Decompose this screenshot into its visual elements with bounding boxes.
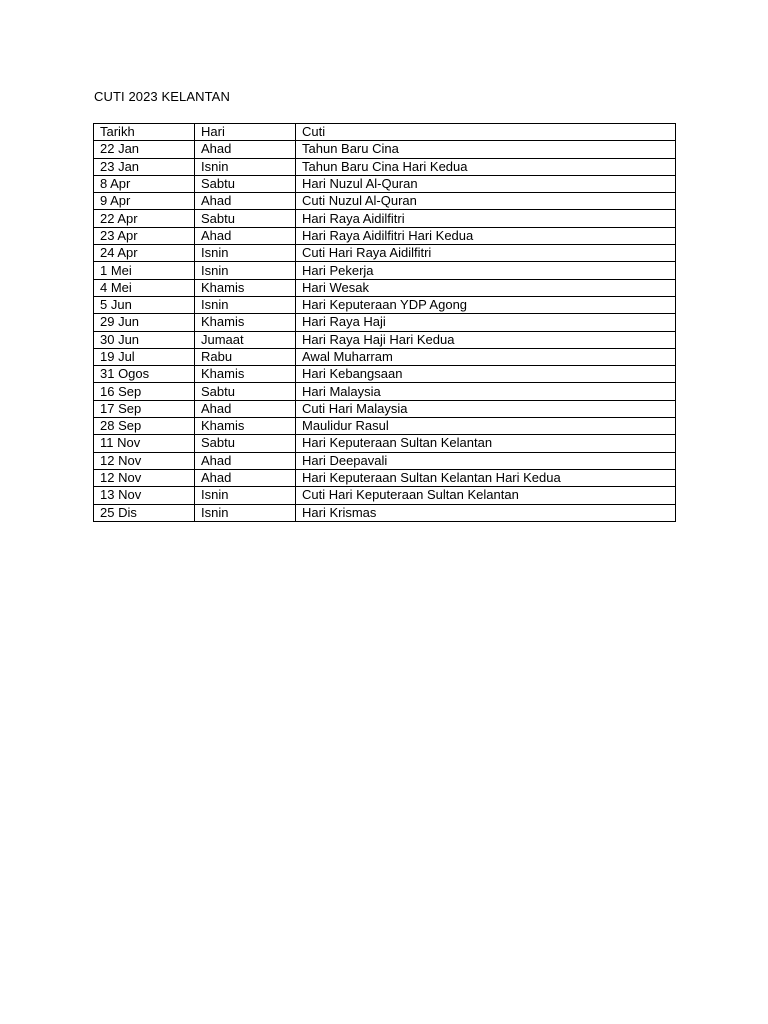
cell-holiday: Maulidur Rasul (296, 418, 676, 435)
cell-day: Ahad (195, 469, 296, 486)
cell-date: 4 Mei (94, 279, 195, 296)
cell-holiday: Cuti Hari Malaysia (296, 400, 676, 417)
cell-holiday: Cuti Hari Keputeraan Sultan Kelantan (296, 487, 676, 504)
cell-day: Isnin (195, 296, 296, 313)
page-title: CUTI 2023 KELANTAN (94, 89, 230, 104)
cell-holiday: Cuti Hari Raya Aidilfitri (296, 245, 676, 262)
cell-day: Ahad (195, 193, 296, 210)
cell-day: Sabtu (195, 175, 296, 192)
cell-holiday: Hari Deepavali (296, 452, 676, 469)
cell-day: Ahad (195, 400, 296, 417)
cell-date: 13 Nov (94, 487, 195, 504)
cell-holiday: Cuti Nuzul Al-Quran (296, 193, 676, 210)
cell-holiday: Hari Pekerja (296, 262, 676, 279)
cell-date: 1 Mei (94, 262, 195, 279)
cell-day: Khamis (195, 366, 296, 383)
cell-date: 25 Dis (94, 504, 195, 521)
cell-holiday: Hari Raya Haji (296, 314, 676, 331)
table-row (94, 469, 676, 486)
cell-holiday: Hari Nuzul Al-Quran (296, 175, 676, 192)
cell-holiday: Hari Raya Haji Hari Kedua (296, 331, 676, 348)
cell-date: 22 Apr (94, 210, 195, 227)
table-row (94, 245, 676, 262)
cell-holiday: Hari Keputeraan Sultan Kelantan (296, 435, 676, 452)
table-header-row (94, 124, 676, 141)
cell-day: Isnin (195, 487, 296, 504)
cell-holiday: Hari Keputeraan Sultan Kelantan Hari Kedua (296, 469, 676, 486)
cell-day: Ahad (195, 141, 296, 158)
cell-date: 23 Apr (94, 227, 195, 244)
table-row (94, 296, 676, 313)
cell-holiday: Hari Kebangsaan (296, 366, 676, 383)
cell-day: Khamis (195, 418, 296, 435)
table-row (94, 331, 676, 348)
header-date: Tarikh (94, 124, 195, 141)
table-row (94, 210, 676, 227)
cell-holiday: Hari Krismas (296, 504, 676, 521)
cell-holiday: Hari Wesak (296, 279, 676, 296)
cell-date: 8 Apr (94, 175, 195, 192)
cell-day: Ahad (195, 227, 296, 244)
cell-date: 9 Apr (94, 193, 195, 210)
cell-holiday: Tahun Baru Cina (296, 141, 676, 158)
header-day: Hari (195, 124, 296, 141)
cell-holiday: Hari Malaysia (296, 383, 676, 400)
table-row (94, 141, 676, 158)
cell-date: 30 Jun (94, 331, 195, 348)
cell-date: 12 Nov (94, 452, 195, 469)
cell-day: Khamis (195, 279, 296, 296)
table-row (94, 227, 676, 244)
cell-day: Isnin (195, 262, 296, 279)
cell-date: 11 Nov (94, 435, 195, 452)
header-holiday: Cuti (296, 124, 676, 141)
cell-date: 23 Jan (94, 158, 195, 175)
cell-day: Isnin (195, 245, 296, 262)
holiday-table-body (94, 124, 676, 522)
cell-date: 22 Jan (94, 141, 195, 158)
table-row (94, 383, 676, 400)
cell-day: Jumaat (195, 331, 296, 348)
table-row (94, 452, 676, 469)
cell-holiday: Hari Raya Aidilfitri (296, 210, 676, 227)
holiday-table (93, 123, 676, 522)
table-row (94, 418, 676, 435)
cell-day: Isnin (195, 504, 296, 521)
cell-holiday: Hari Keputeraan YDP Agong (296, 296, 676, 313)
table-row (94, 175, 676, 192)
cell-date: 24 Apr (94, 245, 195, 262)
table-row (94, 262, 676, 279)
cell-date: 29 Jun (94, 314, 195, 331)
cell-holiday: Tahun Baru Cina Hari Kedua (296, 158, 676, 175)
table-row (94, 158, 676, 175)
cell-day: Ahad (195, 452, 296, 469)
table-row (94, 348, 676, 365)
cell-holiday: Awal Muharram (296, 348, 676, 365)
cell-date: 16 Sep (94, 383, 195, 400)
cell-date: 17 Sep (94, 400, 195, 417)
cell-date: 19 Jul (94, 348, 195, 365)
table-row (94, 400, 676, 417)
table-row (94, 193, 676, 210)
table-row (94, 504, 676, 521)
table-row (94, 487, 676, 504)
cell-date: 12 Nov (94, 469, 195, 486)
cell-day: Sabtu (195, 210, 296, 227)
cell-day: Rabu (195, 348, 296, 365)
cell-day: Sabtu (195, 383, 296, 400)
cell-day: Sabtu (195, 435, 296, 452)
cell-day: Isnin (195, 158, 296, 175)
cell-date: 31 Ogos (94, 366, 195, 383)
table-row (94, 314, 676, 331)
table-row (94, 279, 676, 296)
cell-day: Khamis (195, 314, 296, 331)
cell-date: 5 Jun (94, 296, 195, 313)
table-row (94, 366, 676, 383)
table-row (94, 435, 676, 452)
cell-holiday: Hari Raya Aidilfitri Hari Kedua (296, 227, 676, 244)
cell-date: 28 Sep (94, 418, 195, 435)
